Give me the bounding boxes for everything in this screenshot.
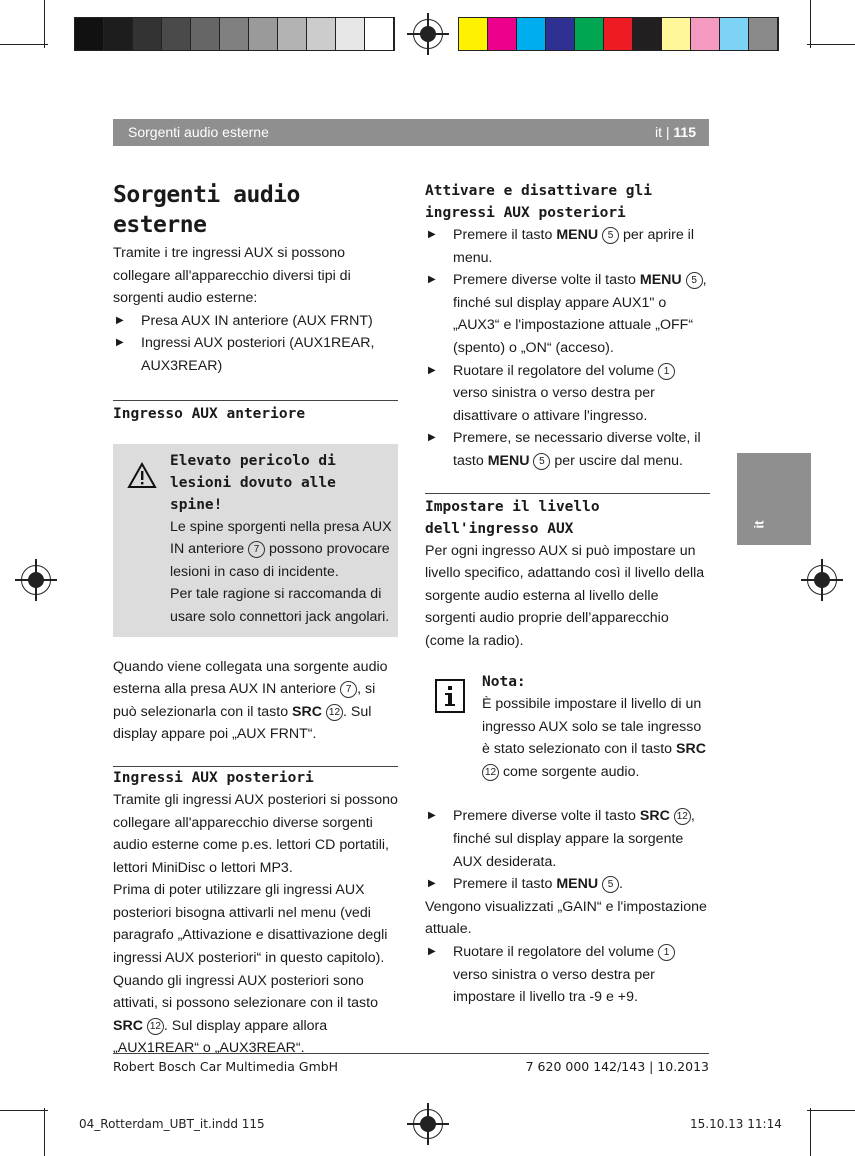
slug-date: 15.10.13 11:14	[690, 1117, 782, 1131]
crop-mark	[44, 1108, 45, 1156]
crop-mark	[44, 0, 45, 48]
warning-box	[113, 444, 398, 637]
slug-filename: 04_Rotterdam_UBT_it.indd 115	[79, 1117, 265, 1131]
warning-title: Elevato pericolo di lesioni dovuto alle spine!	[170, 452, 336, 513]
front-aux-paragraph: Quando viene collegata una sorgente audio esterna alla presa AUX IN anteriore 7 , si può selezionarla con il tasto SRC 12 . Sul display appare poi „AUX FRNT“.	[113, 658, 388, 743]
crop-mark	[807, 44, 855, 45]
page-footer	[113, 1053, 709, 1074]
grayscale-swatches	[74, 17, 395, 51]
list-item: ▶ Premere diverse volte il tasto SRC 12 , finché sul display appare la sorgente AUX desiderata.	[425, 805, 710, 873]
crop-mark	[810, 0, 811, 48]
list-item: ▶ Ruotare il regolatore del volume 1 verso sinistra o verso destra per disattivare o attivare l'ingresso.	[425, 360, 710, 428]
registration-mark	[21, 565, 51, 595]
warning-icon	[127, 462, 157, 489]
registration-mark	[807, 565, 837, 595]
level-steps	[425, 941, 710, 1009]
crop-mark	[807, 1110, 855, 1111]
section-heading-rear-aux: Ingressi AUX posteriori	[113, 769, 314, 786]
section-heading-front-aux: Ingresso AUX anteriore	[113, 405, 306, 422]
info-icon	[435, 679, 465, 713]
right-column	[425, 180, 710, 1009]
intro-paragraph: Tramite i tre ingressi AUX si possono collegare all'apparecchio diversi tipi di sorgenti audio esterne:	[113, 245, 351, 307]
intro-list	[113, 310, 398, 378]
page-title: Sorgenti audio esterne	[113, 182, 300, 238]
note-title: Nota:	[482, 673, 526, 690]
header-section-title: Sorgenti audio esterne	[128, 124, 269, 140]
rear-aux-paragraph: Prima di poter utilizzare gli ingressi AUX posteriori bisogna attivarli nel menu (vedi paragrafo „Attivazione e disattivazione degli ingressi AUX posteriori“ in questo capitolo).	[113, 882, 388, 967]
footer-company: Robert Bosch Car Multimedia GmbH	[113, 1059, 339, 1074]
note-text: È possibile impostare il livello di un ingresso AUX solo se tale ingresso è stato selezionato con il tasto SRC 12 come sorgente audio.	[482, 696, 706, 780]
crop-mark	[0, 44, 48, 45]
list-item: ▶ Premere, se necessario diverse volte, il tasto MENU 5 per uscire dal menu.	[425, 427, 710, 472]
level-steps	[425, 805, 710, 895]
note-box	[425, 671, 710, 784]
page-number: it | 115	[654, 124, 696, 140]
list-item: ▶ Ruotare il regolatore del volume 1 verso sinistra o verso destra per impostare il livello tra -9 e +9.	[425, 941, 710, 1009]
list-item: ▶ Presa AUX IN anteriore (AUX FRNT)	[113, 310, 398, 333]
section-heading-level: Impostare il livello dell'ingresso AUX	[425, 498, 600, 537]
rear-aux-paragraph: Tramite gli ingressi AUX posteriori si possono collegare all'apparecchio diverse sorgenti audio esterne come p.es. lettori CD portatili, lettori MiniDisc o lettori MP3.	[113, 791, 398, 876]
warning-text: Le spine sporgenti nella presa AUX IN anteriore 7 possono provocare lesioni in caso di incidente.	[170, 518, 392, 580]
registration-mark	[413, 19, 443, 49]
crop-mark	[0, 1110, 48, 1111]
level-paragraph: Per ogni ingresso AUX si può impostare un livello specifico, adattando così il livello della sorgente audio esterna al livello delle sorgenti audio proprie dell’apparecchio (come la radio).	[425, 542, 705, 649]
activate-steps	[425, 224, 710, 473]
list-item: ▶ Ingressi AUX posteriori (AUX1REAR, AUX3REAR)	[113, 332, 398, 377]
color-swatches	[458, 17, 779, 51]
gain-paragraph: Vengono visualizzati „GAIN“ e l'impostazione attuale.	[425, 898, 707, 938]
crop-mark	[810, 1108, 811, 1156]
list-item: ▶ Premere il tasto MENU 5 .	[425, 873, 710, 896]
list-item: ▶ Premere diverse volte il tasto MENU 5 , finché sul display appare AUX1" o „AUX3“ e l'impostazione attuale „OFF“ (spento) o „ON“ (acceso).	[425, 269, 710, 359]
list-item: ▶ Premere il tasto MENU 5 per aprire il menu.	[425, 224, 710, 269]
page-header-bar	[113, 119, 709, 146]
section-heading-activate: Attivare e disattivare gli ingressi AUX posteriori	[425, 183, 652, 221]
language-tab: it	[737, 453, 811, 545]
footer-doc-number: 7 620 000 142/143 | 10.2013	[525, 1059, 709, 1074]
registration-mark	[413, 1109, 443, 1139]
rear-aux-paragraph: Quando gli ingressi AUX posteriori sono attivati, si possono selezionare con il tasto SRC 12 . Sul display appare allora „AUX1REAR“ o „AUX3REAR“.	[113, 972, 378, 1057]
warning-text: Per tale ragione si raccomanda di usare solo connettori jack angolari.	[170, 586, 390, 625]
left-column	[113, 180, 398, 1060]
